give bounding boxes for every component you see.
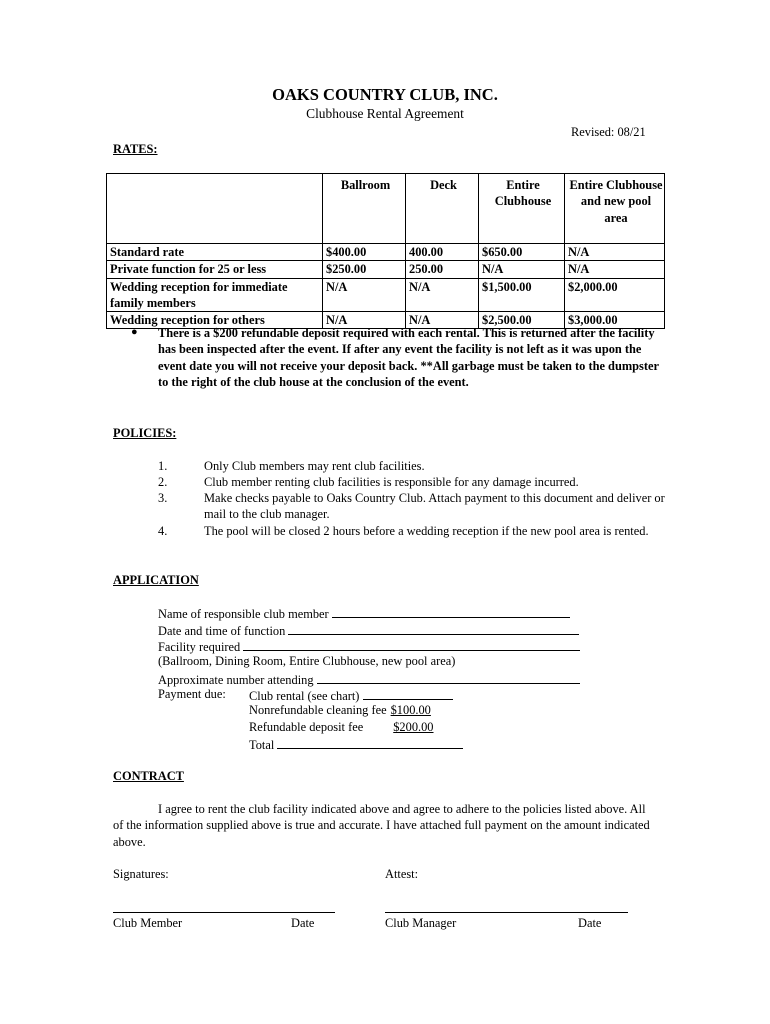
manager-signature-line[interactable]: [385, 912, 628, 913]
rates-corner-cell: [107, 174, 323, 244]
facility-input-line[interactable]: [243, 637, 580, 651]
table-row: [107, 278, 665, 312]
cleaning-fee-value: $100.00: [390, 703, 431, 717]
deposit-fee-row: [249, 719, 453, 735]
attending-label: Approximate number attending: [158, 673, 314, 687]
col-header-ballroom: Ballroom: [323, 174, 406, 244]
member-date-label: Date: [291, 916, 315, 930]
club-rental-input-line[interactable]: [363, 686, 453, 700]
table-cell: 400.00: [406, 244, 479, 261]
cleaning-fee-label: Nonrefundable cleaning fee: [249, 703, 387, 717]
club-manager-label: Club Manager: [385, 916, 457, 930]
club-rental-label: Club rental (see chart): [249, 689, 360, 703]
col-header-clubhouse-pool: Entire Clubhouse and new pool area: [565, 174, 665, 244]
bullet-icon: ●: [131, 326, 138, 338]
table-row: [107, 261, 665, 278]
member-signature-line[interactable]: [113, 912, 335, 913]
table-cell: N/A: [565, 261, 665, 278]
table-cell: $3,000.00: [565, 312, 665, 329]
revised-date: Revised: 08/21: [571, 125, 646, 139]
table-cell: $400.00: [323, 244, 406, 261]
table-cell: N/A: [406, 278, 479, 312]
facility-options: (Ballroom, Dining Room, Entire Clubhouse, new pool area): [158, 654, 456, 668]
name-input-line[interactable]: [332, 604, 570, 618]
name-field-row: [158, 604, 570, 622]
application-heading: APPLICATION: [113, 573, 199, 587]
manager-date-label: Date: [578, 916, 602, 930]
col-header-deck: Deck: [406, 174, 479, 244]
table-cell: $1,500.00: [479, 278, 565, 312]
table-row: [107, 244, 665, 261]
policy-text: Only Club members may rent club facilities.: [204, 459, 425, 473]
row-label: Wedding reception for immediate family members: [107, 278, 323, 312]
contract-text: I agree to rent the club facility indicated above and agree to adhere to the policies listed above. All of the information supplied above is true and accurate. I have attached full payment on the amount indicated above.: [113, 802, 650, 849]
rates-header-row: [107, 174, 665, 244]
policy-text: Make checks payable to Oaks Country Club. Attach payment to this document and deliver or mail to the club manager.: [204, 491, 665, 522]
rates-heading: RATES:: [113, 142, 158, 156]
name-label: Name of responsible club member: [158, 607, 329, 621]
date-time-input-line[interactable]: [288, 621, 579, 635]
table-cell: $2,500.00: [479, 312, 565, 329]
table-cell: N/A: [479, 261, 565, 278]
policy-text: Club member renting club facilities is responsible for any damage incurred.: [204, 475, 579, 489]
deposit-fee-label: Refundable deposit fee: [249, 720, 364, 734]
document-title: OAKS COUNTRY CLUB, INC.: [272, 85, 498, 104]
policy-text: The pool will be closed 2 hours before a wedding reception if the new pool area is rented.: [204, 524, 649, 538]
attending-input-line[interactable]: [317, 670, 580, 684]
policy-number: 2.: [158, 475, 168, 489]
attest-label: Attest:: [385, 867, 419, 881]
table-cell: N/A: [565, 244, 665, 261]
total-label: Total: [249, 738, 275, 752]
total-input-line[interactable]: [277, 735, 463, 749]
table-cell: $2,000.00: [565, 278, 665, 312]
policy-number: 4.: [158, 524, 168, 538]
policy-number: 1.: [158, 459, 168, 473]
table-cell: $250.00: [323, 261, 406, 278]
table-cell: N/A: [406, 312, 479, 329]
row-label: Standard rate: [107, 244, 323, 261]
row-label: Private function for 25 or less: [107, 261, 323, 278]
payment-label: Payment due:: [158, 687, 226, 701]
total-row: [249, 735, 463, 753]
deposit-note: There is a $200 refundable deposit required with each rental. This is returned after the facility has been inspected after the event. If after any event the facility is not left as it was upon the event date you will not receive your deposit back. **All garbage must be taken to the dumpster to the right of the club house at the conclusion of the event.: [158, 326, 659, 389]
rates-table: [106, 173, 665, 329]
date-time-label: Date and time of function: [158, 624, 286, 638]
cleaning-fee-row: [249, 702, 471, 718]
row-label: Wedding reception for others: [107, 312, 323, 329]
col-header-entire-clubhouse: Entire Clubhouse: [479, 174, 565, 244]
contract-heading: CONTRACT: [113, 769, 184, 783]
table-cell: N/A: [323, 278, 406, 312]
policy-number: 3.: [158, 491, 168, 505]
document-subtitle: Clubhouse Rental Agreement: [306, 106, 464, 121]
table-cell: N/A: [323, 312, 406, 329]
club-member-label: Club Member: [113, 916, 183, 930]
policies-heading: POLICIES:: [113, 426, 177, 440]
facility-label: Facility required: [158, 640, 241, 654]
table-cell: 250.00: [406, 261, 479, 278]
signatures-label: Signatures:: [113, 867, 169, 881]
table-cell: $650.00: [479, 244, 565, 261]
deposit-fee-value: $200.00: [393, 720, 434, 734]
